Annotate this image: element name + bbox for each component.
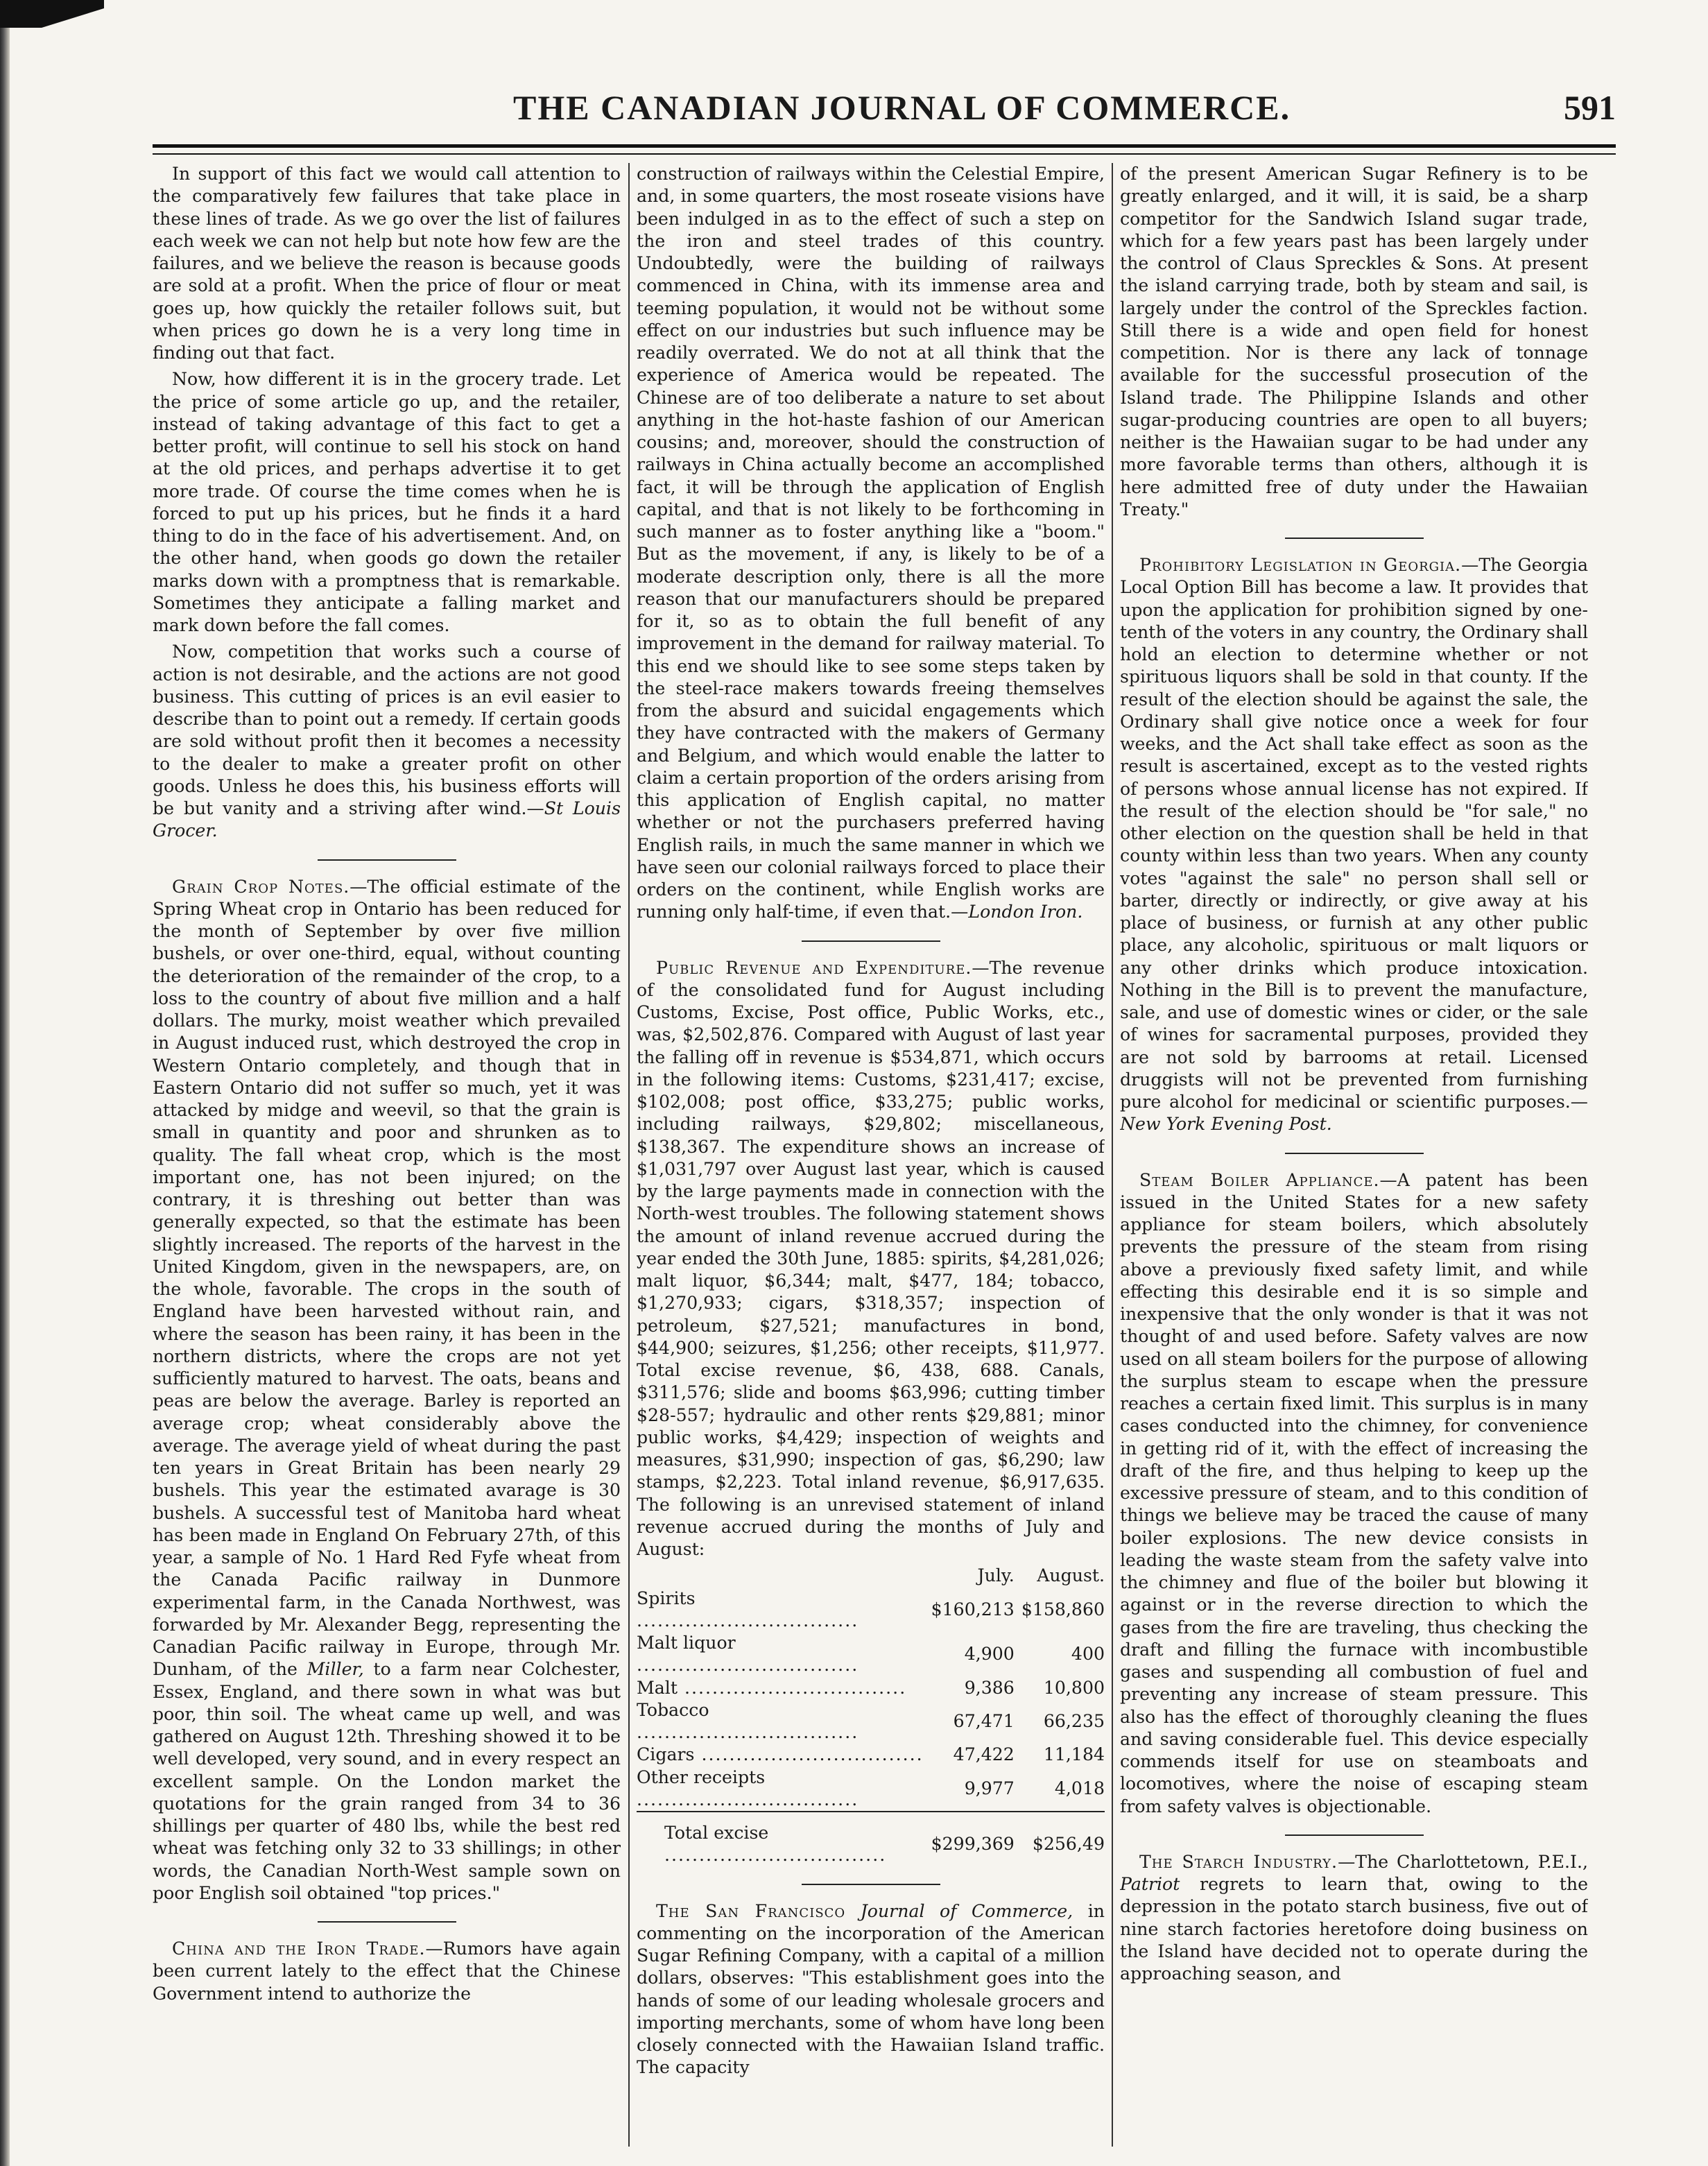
table-row xyxy=(637,1632,1105,1677)
grocer-source: St Louis Grocer. xyxy=(153,798,621,841)
sugar-article xyxy=(637,1900,1105,2079)
inland-revenue-table xyxy=(637,1565,1105,1866)
column-divider-1 xyxy=(628,163,630,2147)
journal-title: THE CANADIAN JOURNAL OF COMMERCE. xyxy=(513,88,1291,127)
cell-august: 10,800 xyxy=(1043,1677,1105,1698)
georgia-heading: Prohibitory Legislation in Georgia. xyxy=(1139,555,1462,575)
article-separator xyxy=(318,1921,456,1923)
georgia-source: New York Evening Post. xyxy=(1120,1114,1332,1135)
china-article xyxy=(153,1938,621,2005)
table-row xyxy=(637,1767,1105,1812)
cell-july: 4,900 xyxy=(964,1644,1015,1665)
steam-body: —A patent has been issued in the United States for a new safety appliance for steam boilers, which absolutely prevents the pressure of the steam from rising above a previously fixed safety limit, and while effecting this desirable end it is so simple and inexpensive that the only wonder is that it was not thought of and used before. Safety valves are now used on all steam boilers for the purpose of allowing the surplus steam to escape when the pressure reaches a certain fixed limit. This surplus is in many cases conducted into the chimney, for convenience in getting rid of it, with the effect of increasing the draft of the fire, and thus helping to keep up the excessive pressure of steam, and to this condition of things we believe may be traced the cause of many boiler explosions. The new device consists in leading the waste steam from the safety valve into the chimney and flue of the boiler but blowing it against or in the reverse direction to which the gases from the fire are traveling, thus checking the draft and filling the furnace with incombustible gases and suspending all combustion of fuel and preventing any increase of steam pressure. This also has the effect of thoroughly cleaning the flues and saving considerable fuel. This device especially commends itself for use on steamboats and locomotives, where the noise of escaping steam from safety valves is objectionable. xyxy=(1120,1169,1588,1816)
article-separator xyxy=(318,859,456,861)
table-row xyxy=(637,1677,1105,1699)
grain-crop-body: —The official estimate of the Spring Wheat crop in Ontario has been reduced for the month of September by over five million bushels, or over one-third, equal, without counting the deterioration of the remainder of the crop, to a loss to the country of about five million and a half dollars. The murky, moist weather which prevailed in August induced rust, which destroyed the crop in Western Ontario completely, and though that in Eastern Ontario did not suffer so much, yet it was attacked by midge and weevil, so that the grain is small in quantity and poor and shrunken as to quality. The fall wheat crop, which is the most important one, has not been injured; on the contrary, it is threshing out better than was generally expected, so that the estimate has been slightly increased. The reports of the harvest in the United Kingdom, given in the newspapers, are, on the whole, favorable. The crops in the south of England have been harvested without rain, and where the season has been rainy, it has been in the northern districts, where the crops are not yet sufficiently matured to harvest. The oats, beans and peas are below the average. Barley is reported an average crop; wheat considerably above the average. The average yield of wheat during the past ten years in Great Britain has been nearly 29 bushels. This year the estimated avarage is 30 bushels. A successful test of Manitoba hard wheat has been made in England On February 27th, of this year, a sample of No. 1 Hard Red Fyfe wheat from the Canada Pacific railway in Dunmore experimental farm, in the Canada Northwest, was forwarded by Mr. Alexander Begg, representing the Canadian Pacific railway in Europe, through Mr. Dunham, of the xyxy=(153,876,621,1680)
article-separator xyxy=(1285,1153,1424,1154)
column-1 xyxy=(153,163,621,2147)
row-label: Malt liquor xyxy=(637,1633,736,1653)
cell-august: 66,235 xyxy=(1043,1710,1105,1731)
georgia-article xyxy=(1120,554,1588,1136)
column-divider-2 xyxy=(1112,163,1113,2147)
cell-july: $160,213 xyxy=(931,1599,1015,1619)
total-july: $299,369 xyxy=(931,1834,1015,1855)
cell-august: 400 xyxy=(1071,1644,1105,1665)
starch-body-2: regrets to learn that, owing to the depression in the potato starch business, five out of nine starch factories heretofore doing business on the Island have decided not to operate during the approaching season, and xyxy=(1120,1874,1588,1984)
patriot-title: Patriot xyxy=(1120,1874,1180,1894)
china-body: —Rumors have again been current lately to the effect that the Chinese Government intend to authorize the xyxy=(153,1939,621,2004)
revenue-body: —The revenue of the consolidated fund for August including Customs, Excise, Post office, Public Works, etc., was, $2,502,876. Compared with August of last year the falling off in revenue is $534,871, which occurs in the following items: Customs, $231,417; excise, $102,008; post office, $33,275; public works, including railways, $29,802; miscellaneous, $138,367. The expenditure shows an increase of $1,031,797 over August last year, which is caused by the large payments made in connection with the North-west troubles. The following statement shows the amount of inland revenue accrued during the year ended the 30th June, 1885: spirits, $4,281,026; malt liquor, $6,344; malt, $477, 184; tobacco, $1,270,933; cigars, $318,357; inspection of petroleum, $27,521; manufactures in bond, $44,900; seizures, $1,256; other receipts, $11,977. Total excise revenue, $6, 438, 688. Canals, $311,576; slide and booms $63,996; cutting timber $28-557; hydraulic and other rents $29,881; minor public works, $4,429; inspection of weights and measures, $31,990; inspection of gas, $6,290; law stamps, $2,223. Total inland revenue, $6,917,635. The following is an unrevised statement of inland revenue accrued during the months of July and August: xyxy=(637,957,1105,1559)
column-header-july: July. xyxy=(977,1565,1015,1586)
starch-heading: The Starch Industry. xyxy=(1139,1851,1338,1872)
table-row xyxy=(637,1588,1105,1633)
georgia-body: —The Georgia Local Option Bill has become a law. It provides that upon the application for prohibition signed by one-tenth of the voters in any country, the Ordinary shall hold an election to determine whether or not spirituous liquors shall be sold in that county. If the result of the election should be against the sale, the Ordinary shall give notice once a week for four weeks, and the Act shall take effect as soon as the result is ascertained, except as to the vested rights of persons whose annual license has not expired. If the result of the election should be "for sale," no other election on the question shall be held in that county within less than two years. When any county votes "against the sale" no person shall sell or barter, directly or indirectly, or give away at his place of business, or furnish at any other public place, any alcoholic, spirituous or malt liquors or any other drinks which produce intoxication. Nothing in the Bill is to prevent the manufacture, sale, and use of domestic wines or cider, or the sale of wines for sacramental purposes, provided they are not sold by barrooms at retail. Licensed druggists will not be prevented from furnishing pure alcohol for medicinal or scientific purposes.— xyxy=(1120,555,1588,1112)
starch-body: —The Charlottetown, P.E.I., xyxy=(1338,1851,1588,1872)
table-total-row xyxy=(637,1812,1105,1867)
article-separator xyxy=(802,1884,940,1885)
running-head xyxy=(153,87,1616,136)
grain-crop-body-2: to a farm near Colchester, Essex, England, and there sown in what was but poor, thin soil. The wheat came up well, and was gathered on August 12th. Threshing showed it to be well developed, very sound, and in every respect an excellent sample. On the London market the quotations for the grain ranged from 34 to 36 shillings per quarter of 480 lbs, while the best red wheat was fetching only 32 to 33 shillings; in other words, the Canadian North-West sample sown on poor English soil obtained "top prices." xyxy=(153,1659,621,1903)
steam-heading: Steam Boiler Appliance. xyxy=(1139,1169,1380,1190)
steam-article xyxy=(1120,1169,1588,1818)
column-3 xyxy=(1120,163,1588,2147)
article-separator xyxy=(1285,538,1424,539)
header-rule xyxy=(153,144,1616,155)
grain-crop-article xyxy=(153,876,621,1905)
china-continued-text: construction of railways within the Celestial Empire, and, in some quarters, the most roseate visions have been indulged in as to the effect of such a step on the iron and steel trades of this country. Undoubtedly, were the building of railways commenced in China, with its immense area and teeming population, it would not be without some effect on our industries but such influence may be readily overrated. We do not at all think that the experience of America would be repeated. The Chinese are of too deliberate a nature to set about anything in the hot-haste fashion of our American cousins; and, moreover, should the construction of railways in China actually become an accomplished fact, it will be through the application of English capital, and that is not likely to be forthcoming in such manner as to foster anything like a "boom." But as the movement, if any, is likely to be of a moderate description only, there is all the more reason that our manufacturers should be prepared for it, so as to obtain the full benefit of any improvement in the demand for railway material. To this end we should like to see some steps taken by the steel-race makers towards freeing themselves from the absurd and suicidal engagements which they have contracted with the makers of Germany and Belgium, and which would enable the latter to claim a certain proportion of the orders arising from this application of English capital, no matter whether or not the purchasers preferred having English rails, in much the same manner in which we have seen our colonial railways forced to place their orders on the continent, while English works are running only half-time, if even that.— xyxy=(637,164,1105,922)
article-separator xyxy=(1285,1834,1424,1836)
article-separator xyxy=(802,940,940,942)
total-label: Total excise xyxy=(664,1823,769,1843)
sugar-continued: of the present American Sugar Refinery is to be greatly enlarged, and it will, it is said, be a sharp competitor for the Sandwich Island sugar trade, which for a few years past has been largely under the control of Claus Spreckles & Sons. At present the island carrying trade, both by steam and sail, is largely under the control of the Spreckles faction. Still there is a wide and open field for honest competition. Nor is there any lack of tonnage available for the successful prosecution of the Island trade. The Philippine Islands and other sugar-producing countries are open to all buyers; neither is the Hawaiian sugar to be had under any more favorable terms than others, although it is here admitted free of duty under the Hawaiian Treaty." xyxy=(1120,164,1588,519)
grocer-paragraph-3-text: Now, competition that works such a course of action is not desirable, and the actions are not good business. This cutting of prices is an evil easier to describe than to point out a remedy. If certain goods are sold without profit then it becomes a necessity to the dealer to make a greater profit on other goods. Unless he does this, his business efforts will be but vanity and a striving after wind.— xyxy=(153,642,621,818)
revenue-heading: Public Revenue and Expenditure. xyxy=(656,957,972,978)
row-label: Cigars xyxy=(637,1744,695,1765)
total-august: $256,49 xyxy=(1032,1834,1105,1855)
column-2 xyxy=(637,163,1105,2147)
grain-crop-heading: Grain Crop Notes. xyxy=(172,876,350,897)
grocer-paragraph-2: Now, how different it is in the grocery trade. Let the price of some article go up, and the retailer, instead of taking advantage of this fact to get a better profit, will continue to sell his stock on hand at the old prices, and perhaps advertise it to get more trade. Of course the time comes when he is forced to put up his prices, but he finds it a hard thing to do in the face of his advertisement. And, on the other hand, when goods go down the retailer marks down with a promptness that is remarkable. Sometimes they anticipate a falling market and mark down before the fall comes. xyxy=(153,369,621,635)
row-label: Malt xyxy=(637,1677,678,1698)
table-row xyxy=(637,1744,1105,1766)
cell-july: 9,977 xyxy=(964,1778,1015,1798)
column-header-august: August. xyxy=(1037,1565,1105,1586)
china-heading: China and the Iron Trade. xyxy=(172,1939,426,1959)
table-row xyxy=(637,1699,1105,1744)
cell-august: $158,860 xyxy=(1021,1599,1105,1619)
row-label: Spirits xyxy=(637,1588,696,1608)
grocer-paragraph-1: In support of this fact we would call attention to the comparatively few failures that take place in these lines of trade. As we go over the list of failures each week we can not help but note how few are the failures, and we believe the reason is because goods are sold at a profit. When the price of flour or meat goes up, how quickly the retailer follows suit, but when prices go down he is a very long time in finding out that fact. xyxy=(153,164,621,363)
cell-july: 67,471 xyxy=(953,1710,1015,1731)
table-header-row xyxy=(637,1565,1105,1587)
miller-title: Miller, xyxy=(307,1659,364,1680)
cell-july: 47,422 xyxy=(953,1744,1015,1765)
china-source: London Iron. xyxy=(968,902,1083,922)
grocer-paragraph-3 xyxy=(153,641,621,842)
china-continued xyxy=(637,163,1105,924)
sf-journal-title: Journal of Commerce, xyxy=(860,1900,1073,1921)
cell-july: 9,386 xyxy=(964,1677,1015,1698)
sugar-lead: The San Francisco xyxy=(656,1900,846,1921)
starch-article xyxy=(1120,1851,1588,1986)
cell-august: 4,018 xyxy=(1054,1778,1105,1798)
sugar-body: in commenting on the incorporation of the American Sugar Refining Company, with a capital of a million dollars, observes: "This establishment goes into the hands of some of our leading wholesale grocers and importing merchants, some of whom have long been closely connected with the Hawaiian Island traffic. The capacity xyxy=(637,1900,1105,2078)
page-number: 591 xyxy=(1564,88,1616,127)
cell-august: 11,184 xyxy=(1043,1744,1105,1765)
row-label: Tobacco xyxy=(637,1699,709,1720)
row-label: Other receipts xyxy=(637,1767,766,1787)
revenue-article xyxy=(637,957,1105,1561)
